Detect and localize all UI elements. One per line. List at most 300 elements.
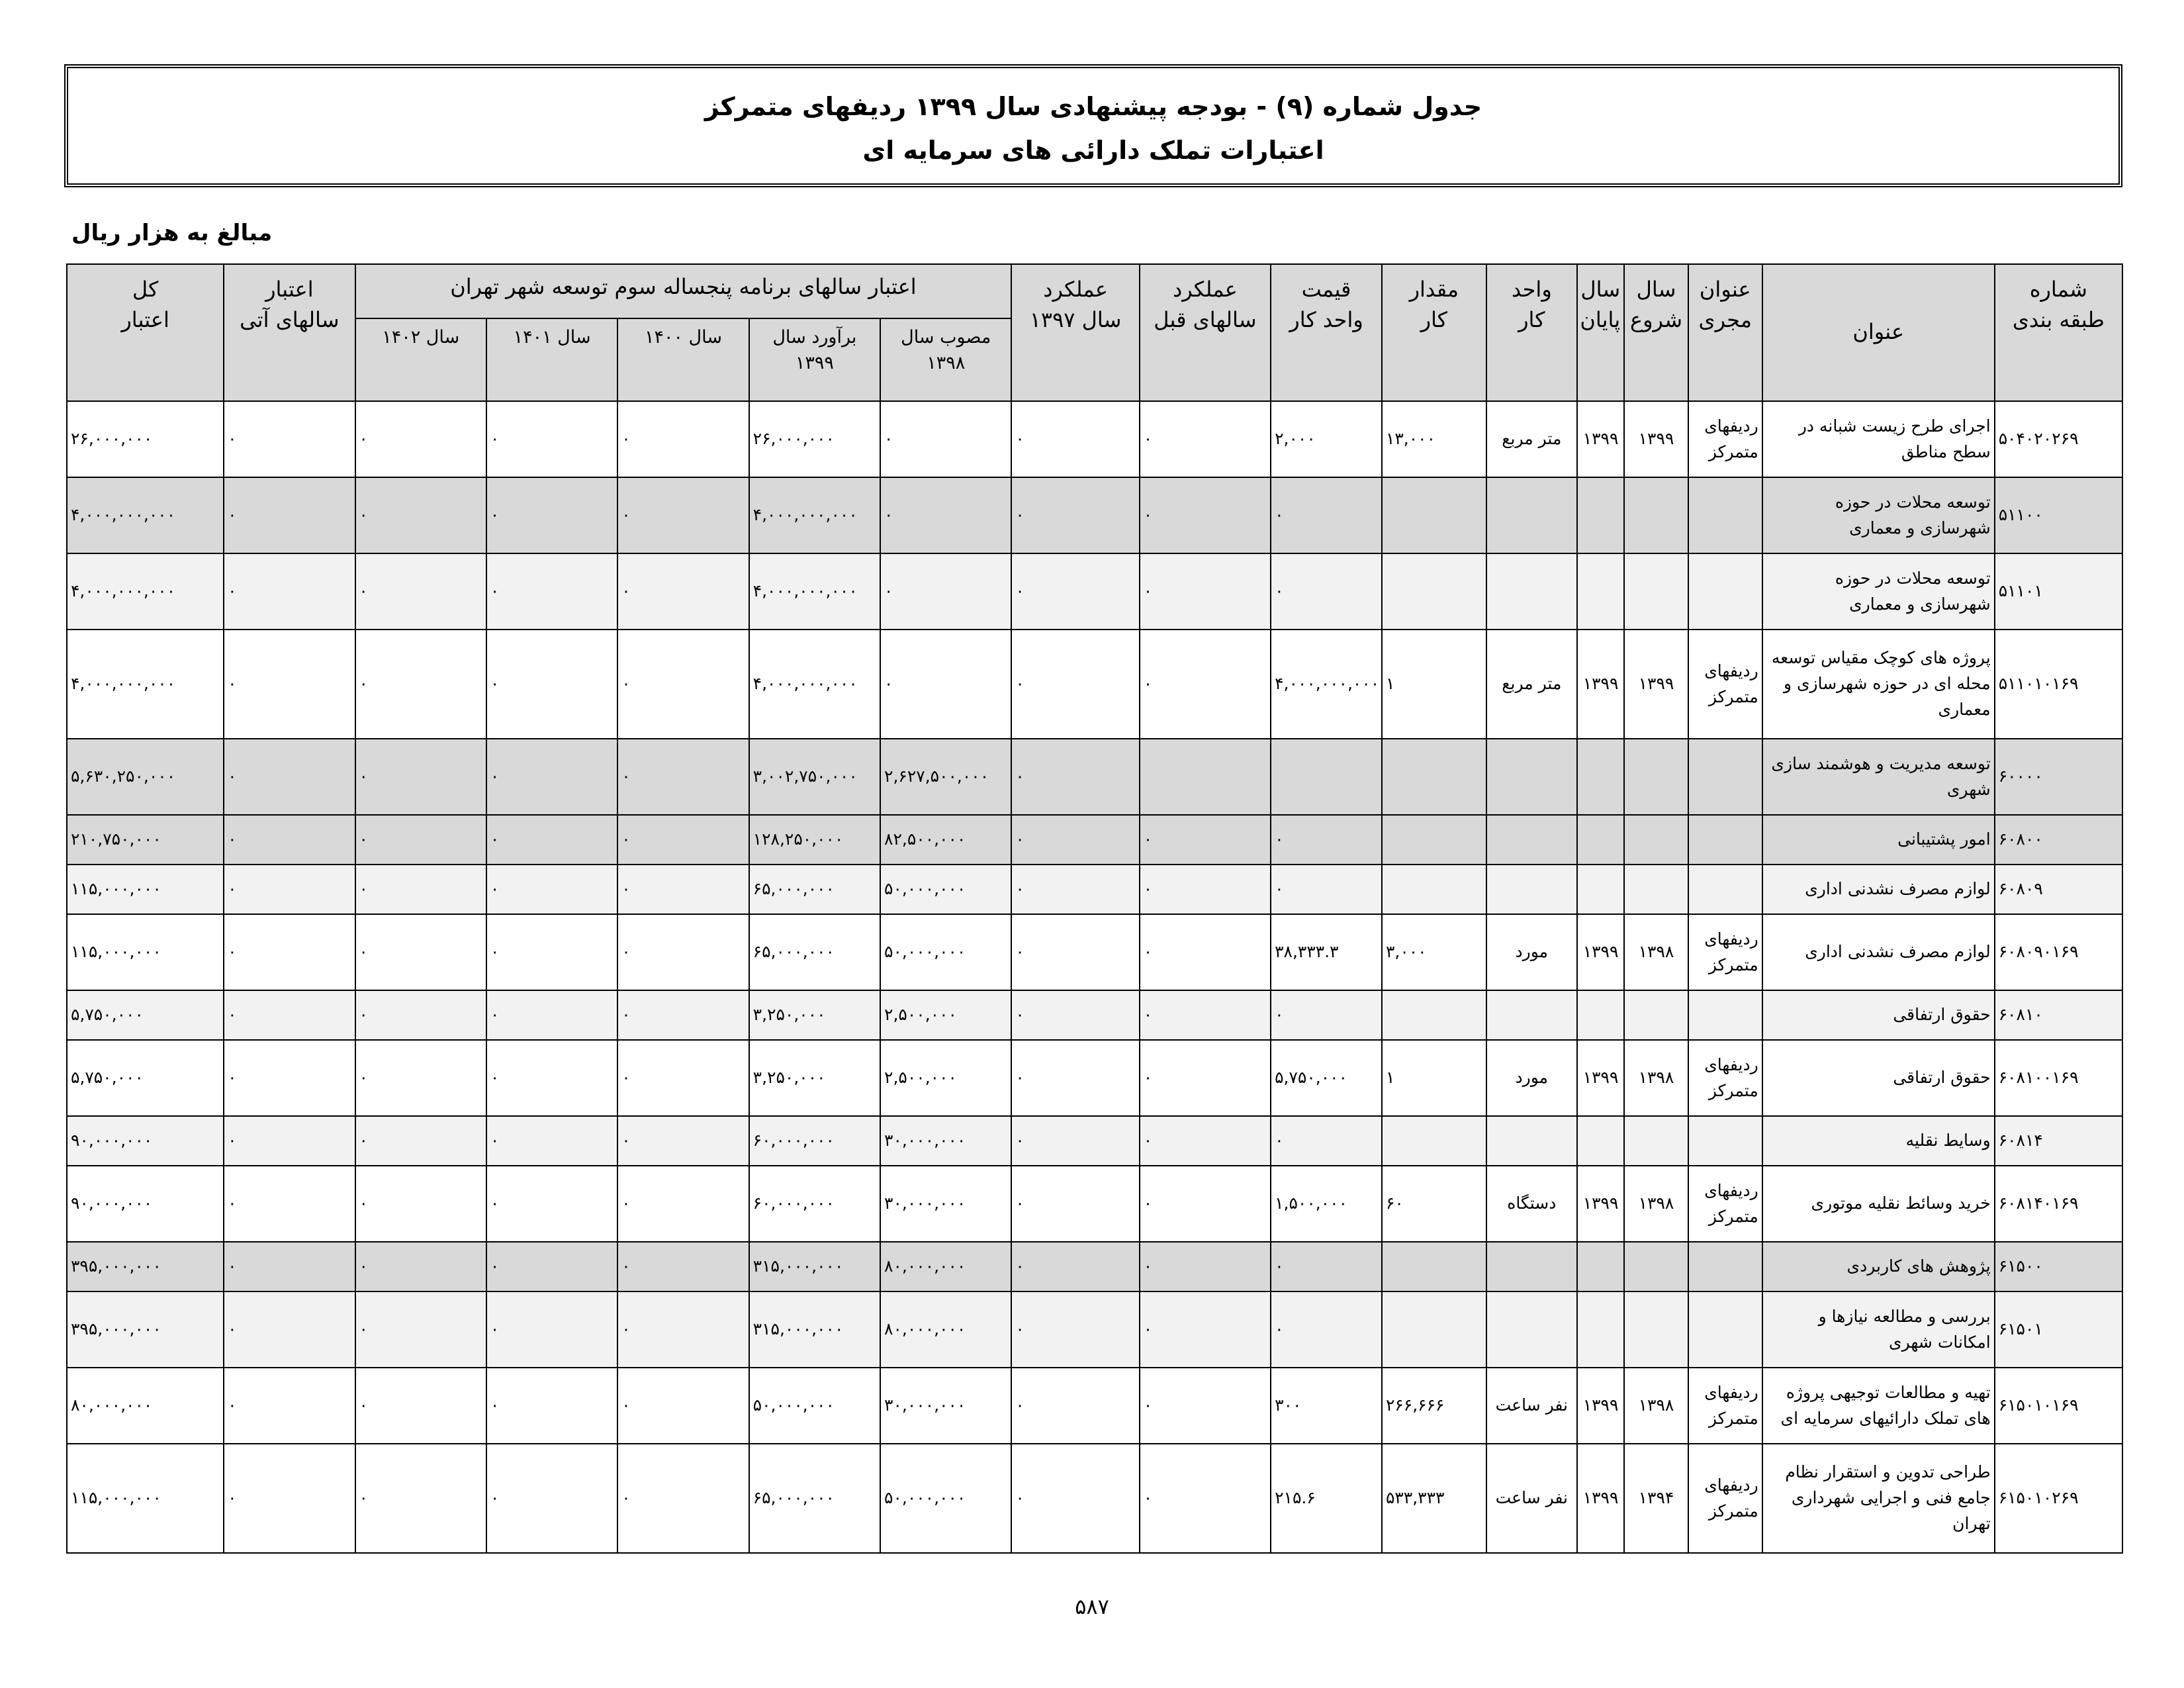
cell-unit-price: ۲۱۵.۶ [1271,1444,1382,1553]
cell-title: توسعه مدیریت و هوشمند سازی شهری [1762,739,1995,815]
cell-quantity: ۳,۰۰۰ [1382,914,1486,990]
cell-performance-1397: ۰ [1011,1242,1139,1291]
cell-executor [1688,815,1762,865]
cell-start-year: ۱۳۹۸ [1624,1040,1688,1116]
cell-performance-1397: ۰ [1011,477,1139,553]
header-quantity: مقدار کار [1382,264,1486,401]
cell-prev-performance: ۰ [1140,630,1271,739]
cell-title: لوازم مصرف نشدنی اداری [1762,865,1995,914]
cell-end-year [1577,1291,1624,1368]
cell-year-1401: ۰ [486,401,617,477]
cell-start-year: ۱۳۹۸ [1624,1368,1688,1444]
cell-performance-1397: ۰ [1011,739,1139,815]
cell-estimate-1399: ۴,۰۰۰,۰۰۰,۰۰۰ [749,477,880,553]
cell-quantity: ۶۰ [1382,1166,1486,1242]
cell-title: توسعه محلات در حوزه شهرسازی و معماری [1762,477,1995,553]
cell-prev-performance: ۰ [1140,553,1271,630]
cell-approved-1398: ۲,۵۰۰,۰۰۰ [880,1040,1011,1116]
cell-work-unit: نفر ساعت [1486,1444,1577,1553]
cell-quantity: ۱ [1382,630,1486,739]
cell-work-unit: مورد [1486,914,1577,990]
header-end-year: سال پایان [1577,264,1624,401]
cell-year-1401: ۰ [486,1116,617,1166]
cell-year-1401: ۰ [486,1444,617,1553]
cell-quantity [1382,477,1486,553]
cell-unit-price: ۰ [1271,553,1382,630]
table-row [67,630,2122,739]
cell-executor: ردیفهای متمرکز [1688,1444,1762,1553]
cell-end-year [1577,553,1624,630]
cell-end-year: ۱۳۹۹ [1577,401,1624,477]
cell-year-1402: ۰ [355,1368,486,1444]
cell-prev-performance: ۰ [1140,914,1271,990]
header-year-1401: سال ۱۴۰۱ [486,318,617,401]
cell-total-credit: ۸۰,۰۰۰,۰۰۰ [67,1368,224,1444]
header-work-unit: واحد کار [1486,264,1577,401]
title-box [64,64,2122,187]
cell-work-unit [1486,553,1577,630]
header-year-1400: سال ۱۴۰۰ [617,318,749,401]
header-program-group: اعتبار سالهای برنامه پنجساله سوم توسعه شهر تهران [355,264,1012,318]
cell-unit-price: ۰ [1271,477,1382,553]
cell-future-credit: ۰ [224,1242,355,1291]
cell-estimate-1399: ۶۵,۰۰۰,۰۰۰ [749,865,880,914]
cell-quantity [1382,1242,1486,1291]
cell-unit-price: ۴,۰۰۰,۰۰۰,۰۰۰ [1271,630,1382,739]
cell-estimate-1399: ۴,۰۰۰,۰۰۰,۰۰۰ [749,553,880,630]
table-row [67,865,2122,914]
cell-total-credit: ۴,۰۰۰,۰۰۰,۰۰۰ [67,553,224,630]
header-executor: عنوان مجری [1688,264,1762,401]
cell-estimate-1399: ۵۰,۰۰۰,۰۰۰ [749,1368,880,1444]
cell-start-year [1624,1291,1688,1368]
cell-year-1401: ۰ [486,914,617,990]
cell-year-1400: ۰ [617,1166,749,1242]
cell-code: ۶۱۵۰۱۰۲۶۹ [1995,1444,2122,1553]
table-row [67,1444,2122,1553]
cell-executor: ردیفهای متمرکز [1688,914,1762,990]
cell-quantity [1382,865,1486,914]
cell-future-credit: ۰ [224,401,355,477]
header-estimate-1399: برآورد سال ۱۳۹۹ [749,318,880,401]
cell-title: توسعه محلات در حوزه شهرسازی و معماری [1762,553,1995,630]
cell-title: بررسی و مطالعه نیازها و امکانات شهری [1762,1291,1995,1368]
cell-year-1401: ۰ [486,990,617,1040]
cell-performance-1397: ۰ [1011,990,1139,1040]
cell-performance-1397: ۰ [1011,1444,1139,1553]
cell-future-credit: ۰ [224,477,355,553]
cell-unit-price: ۰ [1271,1242,1382,1291]
cell-quantity: ۵۳۳,۳۳۳ [1382,1444,1486,1553]
cell-year-1400: ۰ [617,990,749,1040]
header-performance-1397: عملکرد سال ۱۳۹۷ [1011,264,1139,401]
cell-future-credit: ۰ [224,1368,355,1444]
cell-work-unit [1486,1116,1577,1166]
cell-year-1402: ۰ [355,1291,486,1368]
cell-executor [1688,1242,1762,1291]
cell-year-1402: ۰ [355,1116,486,1166]
cell-unit-price: ۳۸,۳۳۳.۳ [1271,914,1382,990]
cell-approved-1398: ۰ [880,401,1011,477]
cell-year-1400: ۰ [617,1368,749,1444]
cell-end-year [1577,1116,1624,1166]
table-title: جدول شماره (۹) - بودجه پیشنهادی سال ۱۳۹۹ ردیفهای متمرکز [704,92,1482,121]
cell-code: ۶۰۸۰۹۰۱۶۹ [1995,914,2122,990]
cell-code: ۶۰۸۱۰۰۱۶۹ [1995,1040,2122,1116]
table-row [67,1166,2122,1242]
cell-work-unit: دستگاه [1486,1166,1577,1242]
cell-executor [1688,865,1762,914]
cell-year-1400: ۰ [617,1291,749,1368]
cell-year-1402: ۰ [355,739,486,815]
cell-title: امور پشتیبانی [1762,815,1995,865]
cell-year-1401: ۰ [486,1166,617,1242]
cell-performance-1397: ۰ [1011,630,1139,739]
cell-year-1400: ۰ [617,1444,749,1553]
cell-title: تهیه و مطالعات توجیهی پروژه های تملک دارائیهای سرمایه ای [1762,1368,1995,1444]
cell-code: ۵۱۱۰۱۰۱۶۹ [1995,630,2122,739]
cell-year-1401: ۰ [486,865,617,914]
cell-executor: ردیفهای متمرکز [1688,1368,1762,1444]
table-row [67,553,2122,630]
cell-estimate-1399: ۲۶,۰۰۰,۰۰۰ [749,401,880,477]
cell-title: اجرای طرح زیست شبانه در سطح مناطق [1762,401,1995,477]
cell-start-year [1624,739,1688,815]
cell-estimate-1399: ۳۱۵,۰۰۰,۰۰۰ [749,1291,880,1368]
cell-total-credit: ۱۱۵,۰۰۰,۰۰۰ [67,865,224,914]
cell-code: ۶۱۵۰۱۰۱۶۹ [1995,1368,2122,1444]
cell-code: ۶۰۰۰۰ [1995,739,2122,815]
unit-note: مبالغ به هزار ریال [71,220,273,246]
cell-work-unit [1486,865,1577,914]
cell-unit-price: ۵,۷۵۰,۰۰۰ [1271,1040,1382,1116]
cell-start-year: ۱۳۹۹ [1624,401,1688,477]
budget-table [66,263,2123,1554]
cell-unit-price [1271,739,1382,815]
cell-total-credit: ۴,۰۰۰,۰۰۰,۰۰۰ [67,477,224,553]
cell-total-credit: ۱۱۵,۰۰۰,۰۰۰ [67,914,224,990]
cell-prev-performance: ۰ [1140,990,1271,1040]
cell-year-1400: ۰ [617,815,749,865]
cell-title: وسایط نقلیه [1762,1116,1995,1166]
cell-year-1401: ۰ [486,1242,617,1291]
cell-work-unit [1486,477,1577,553]
table-body [67,401,2122,1553]
cell-year-1400: ۰ [617,630,749,739]
cell-work-unit [1486,1242,1577,1291]
header-approved-1398: مصوب سال ۱۳۹۸ [880,318,1011,401]
cell-end-year: ۱۳۹۹ [1577,630,1624,739]
cell-prev-performance: ۰ [1140,477,1271,553]
cell-quantity: ۲۶۶,۶۶۶ [1382,1368,1486,1444]
cell-approved-1398: ۲,۶۲۷,۵۰۰,۰۰۰ [880,739,1011,815]
cell-estimate-1399: ۴,۰۰۰,۰۰۰,۰۰۰ [749,630,880,739]
cell-future-credit: ۰ [224,1040,355,1116]
cell-year-1402: ۰ [355,1444,486,1553]
cell-approved-1398: ۰ [880,630,1011,739]
header-code: شماره طبقه بندی [1995,264,2122,401]
cell-start-year: ۱۳۹۴ [1624,1444,1688,1553]
cell-prev-performance: ۰ [1140,815,1271,865]
cell-executor: ردیفهای متمرکز [1688,401,1762,477]
table-row [67,1291,2122,1368]
cell-total-credit: ۲۶,۰۰۰,۰۰۰ [67,401,224,477]
cell-unit-price: ۰ [1271,1116,1382,1166]
cell-executor: ردیفهای متمرکز [1688,1166,1762,1242]
cell-executor [1688,990,1762,1040]
cell-executor [1688,553,1762,630]
cell-year-1401: ۰ [486,815,617,865]
cell-start-year [1624,477,1688,553]
table-row [67,990,2122,1040]
cell-year-1400: ۰ [617,1242,749,1291]
cell-estimate-1399: ۶۵,۰۰۰,۰۰۰ [749,914,880,990]
cell-title: پروژه های کوچک مقیاس توسعه محله ای در حوزه شهرسازی و معماری [1762,630,1995,739]
cell-code: ۵۱۱۰۰ [1995,477,2122,553]
cell-year-1400: ۰ [617,739,749,815]
cell-year-1400: ۰ [617,1040,749,1116]
cell-unit-price: ۰ [1271,1291,1382,1368]
cell-year-1400: ۰ [617,914,749,990]
cell-performance-1397: ۰ [1011,401,1139,477]
cell-future-credit: ۰ [224,553,355,630]
header-prev-performance: عملکرد سالهای قبل [1140,264,1271,401]
cell-prev-performance: ۰ [1140,401,1271,477]
cell-prev-performance [1140,739,1271,815]
cell-total-credit: ۵,۶۳۰,۲۵۰,۰۰۰ [67,739,224,815]
cell-work-unit [1486,990,1577,1040]
cell-quantity: ۱ [1382,1040,1486,1116]
cell-estimate-1399: ۶۰,۰۰۰,۰۰۰ [749,1166,880,1242]
cell-executor [1688,477,1762,553]
cell-future-credit: ۰ [224,815,355,865]
cell-total-credit: ۹۰,۰۰۰,۰۰۰ [67,1166,224,1242]
cell-performance-1397: ۰ [1011,815,1139,865]
cell-year-1401: ۰ [486,1368,617,1444]
cell-end-year [1577,815,1624,865]
cell-work-unit [1486,1291,1577,1368]
cell-prev-performance: ۰ [1140,1242,1271,1291]
cell-year-1400: ۰ [617,553,749,630]
cell-prev-performance: ۰ [1140,865,1271,914]
budget-table-wrapper [66,263,2123,1554]
cell-start-year [1624,1116,1688,1166]
header-start-year: سال شروع [1624,264,1688,401]
cell-code: ۶۰۸۰۹ [1995,865,2122,914]
cell-year-1401: ۰ [486,630,617,739]
cell-approved-1398: ۵۰,۰۰۰,۰۰۰ [880,914,1011,990]
cell-code: ۶۰۸۰۰ [1995,815,2122,865]
cell-performance-1397: ۰ [1011,865,1139,914]
cell-performance-1397: ۰ [1011,1116,1139,1166]
cell-approved-1398: ۵۰,۰۰۰,۰۰۰ [880,865,1011,914]
cell-code: ۶۰۸۱۴ [1995,1116,2122,1166]
cell-year-1402: ۰ [355,914,486,990]
table-row [67,1116,2122,1166]
cell-end-year: ۱۳۹۹ [1577,1040,1624,1116]
cell-total-credit: ۵,۷۵۰,۰۰۰ [67,1040,224,1116]
cell-estimate-1399: ۳,۰۰۲,۷۵۰,۰۰۰ [749,739,880,815]
cell-executor: ردیفهای متمرکز [1688,1040,1762,1116]
page-number: ۵۸۷ [1075,1594,1109,1619]
cell-start-year [1624,990,1688,1040]
cell-executor [1688,1116,1762,1166]
cell-year-1402: ۰ [355,1166,486,1242]
cell-estimate-1399: ۳,۲۵۰,۰۰۰ [749,1040,880,1116]
cell-total-credit: ۴,۰۰۰,۰۰۰,۰۰۰ [67,630,224,739]
cell-start-year [1624,815,1688,865]
cell-quantity [1382,1291,1486,1368]
cell-work-unit: مورد [1486,1040,1577,1116]
cell-estimate-1399: ۶۰,۰۰۰,۰۰۰ [749,1116,880,1166]
table-row [67,401,2122,477]
cell-prev-performance: ۰ [1140,1166,1271,1242]
cell-estimate-1399: ۳۱۵,۰۰۰,۰۰۰ [749,1242,880,1291]
cell-year-1400: ۰ [617,401,749,477]
cell-year-1402: ۰ [355,630,486,739]
cell-future-credit: ۰ [224,1116,355,1166]
cell-approved-1398: ۳۰,۰۰۰,۰۰۰ [880,1166,1011,1242]
cell-year-1402: ۰ [355,477,486,553]
cell-executor [1688,1291,1762,1368]
cell-work-unit: متر مربع [1486,401,1577,477]
cell-quantity: ۱۳,۰۰۰ [1382,401,1486,477]
cell-end-year: ۱۳۹۹ [1577,914,1624,990]
cell-future-credit: ۰ [224,1444,355,1553]
cell-year-1401: ۰ [486,1040,617,1116]
cell-work-unit [1486,739,1577,815]
cell-unit-price: ۰ [1271,990,1382,1040]
cell-year-1402: ۰ [355,401,486,477]
cell-performance-1397: ۰ [1011,1040,1139,1116]
cell-future-credit: ۰ [224,1166,355,1242]
cell-unit-price: ۰ [1271,815,1382,865]
cell-end-year: ۱۳۹۹ [1577,1444,1624,1553]
cell-prev-performance: ۰ [1140,1368,1271,1444]
cell-end-year [1577,477,1624,553]
cell-work-unit [1486,815,1577,865]
cell-performance-1397: ۰ [1011,553,1139,630]
cell-future-credit: ۰ [224,739,355,815]
cell-code: ۵۰۴۰۲۰۲۶۹ [1995,401,2122,477]
cell-work-unit: متر مربع [1486,630,1577,739]
cell-title: حقوق ارتفاقی [1762,1040,1995,1116]
cell-start-year [1624,865,1688,914]
cell-code: ۶۰۸۱۰ [1995,990,2122,1040]
cell-approved-1398: ۳۰,۰۰۰,۰۰۰ [880,1368,1011,1444]
cell-end-year: ۱۳۹۹ [1577,1368,1624,1444]
cell-year-1400: ۰ [617,865,749,914]
cell-total-credit: ۵,۷۵۰,۰۰۰ [67,990,224,1040]
cell-performance-1397: ۰ [1011,1368,1139,1444]
cell-future-credit: ۰ [224,630,355,739]
cell-year-1400: ۰ [617,1116,749,1166]
cell-year-1402: ۰ [355,553,486,630]
cell-estimate-1399: ۶۵,۰۰۰,۰۰۰ [749,1444,880,1553]
cell-year-1402: ۰ [355,990,486,1040]
cell-unit-price: ۲,۰۰۰ [1271,401,1382,477]
cell-performance-1397: ۰ [1011,1166,1139,1242]
cell-future-credit: ۰ [224,1291,355,1368]
cell-approved-1398: ۲,۵۰۰,۰۰۰ [880,990,1011,1040]
table-row [67,477,2122,553]
cell-year-1401: ۰ [486,739,617,815]
cell-year-1400: ۰ [617,477,749,553]
cell-estimate-1399: ۱۲۸,۲۵۰,۰۰۰ [749,815,880,865]
cell-approved-1398: ۰ [880,477,1011,553]
cell-end-year: ۱۳۹۹ [1577,1166,1624,1242]
cell-performance-1397: ۰ [1011,914,1139,990]
cell-code: ۵۱۱۰۱ [1995,553,2122,630]
cell-quantity [1382,990,1486,1040]
cell-total-credit: ۱۱۵,۰۰۰,۰۰۰ [67,1444,224,1553]
header-future-credit: اعتبار سالهای آتی [224,264,355,401]
cell-executor [1688,739,1762,815]
cell-total-credit: ۳۹۵,۰۰۰,۰۰۰ [67,1242,224,1291]
cell-quantity [1382,1116,1486,1166]
header-year-1402: سال ۱۴۰۲ [355,318,486,401]
cell-year-1402: ۰ [355,815,486,865]
cell-code: ۶۱۵۰۰ [1995,1242,2122,1291]
table-row [67,1040,2122,1116]
cell-prev-performance: ۰ [1140,1116,1271,1166]
cell-start-year [1624,1242,1688,1291]
cell-year-1401: ۰ [486,553,617,630]
cell-total-credit: ۹۰,۰۰۰,۰۰۰ [67,1116,224,1166]
cell-future-credit: ۰ [224,990,355,1040]
table-subtitle: اعتبارات تملک دارائی های سرمایه ای [862,136,1324,165]
cell-start-year [1624,553,1688,630]
cell-approved-1398: ۳۰,۰۰۰,۰۰۰ [880,1116,1011,1166]
cell-title: طراحی تدوین و استقرار نظام جامع فنی و اجرایی شهرداری تهران [1762,1444,1995,1553]
cell-start-year: ۱۳۹۸ [1624,914,1688,990]
cell-start-year: ۱۳۹۹ [1624,630,1688,739]
header-total-credit: کل اعتبار [67,264,224,401]
header-unit-price: قیمت واحد کار [1271,264,1382,401]
cell-code: ۶۱۵۰۱ [1995,1291,2122,1368]
cell-approved-1398: ۸۲,۵۰۰,۰۰۰ [880,815,1011,865]
cell-approved-1398: ۵۰,۰۰۰,۰۰۰ [880,1444,1011,1553]
cell-quantity [1382,815,1486,865]
cell-prev-performance: ۰ [1140,1291,1271,1368]
cell-prev-performance: ۰ [1140,1444,1271,1553]
table-row [67,914,2122,990]
cell-prev-performance: ۰ [1140,1040,1271,1116]
cell-year-1401: ۰ [486,477,617,553]
cell-quantity [1382,739,1486,815]
cell-code: ۶۰۸۱۴۰۱۶۹ [1995,1166,2122,1242]
cell-work-unit: نفر ساعت [1486,1368,1577,1444]
table-row [67,739,2122,815]
cell-year-1402: ۰ [355,865,486,914]
cell-quantity [1382,553,1486,630]
table-row [67,815,2122,865]
cell-approved-1398: ۸۰,۰۰۰,۰۰۰ [880,1242,1011,1291]
cell-unit-price: ۱,۵۰۰,۰۰۰ [1271,1166,1382,1242]
cell-total-credit: ۲۱۰,۷۵۰,۰۰۰ [67,815,224,865]
table-row [67,1368,2122,1444]
cell-title: حقوق ارتفاقی [1762,990,1995,1040]
cell-approved-1398: ۰ [880,553,1011,630]
cell-title: پژوهش های کاربردی [1762,1242,1995,1291]
cell-unit-price: ۳۰۰ [1271,1368,1382,1444]
cell-performance-1397: ۰ [1011,1291,1139,1368]
table-row [67,1242,2122,1291]
cell-year-1401: ۰ [486,1291,617,1368]
cell-future-credit: ۰ [224,914,355,990]
cell-title: لوازم مصرف نشدنی اداری [1762,914,1995,990]
cell-future-credit: ۰ [224,865,355,914]
